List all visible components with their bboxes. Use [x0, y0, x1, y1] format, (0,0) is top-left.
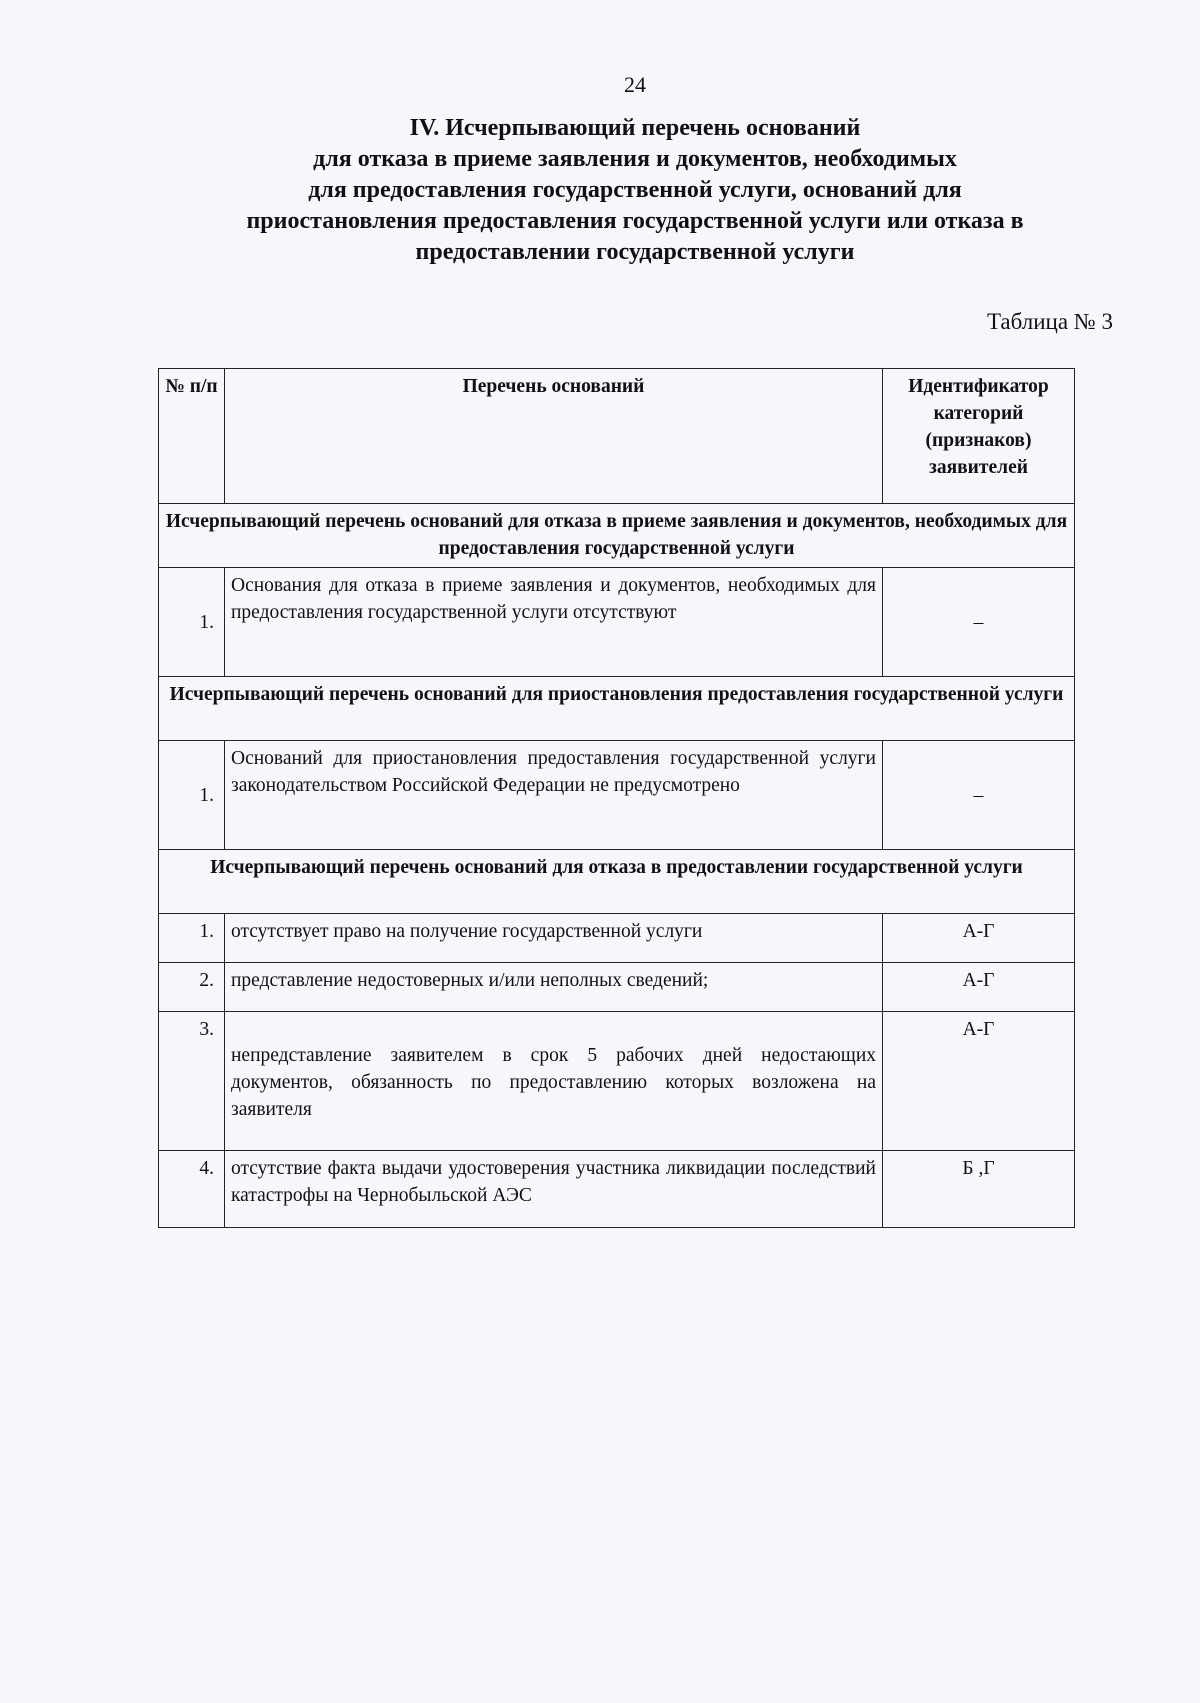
table-row	[159, 963, 1075, 1012]
header-identifier: Идентификатор категорий (признаков) заявителей	[883, 369, 1075, 504]
section-title-line: IV. Исчерпывающий перечень оснований	[409, 115, 861, 141]
row-identifier: –	[883, 741, 1075, 850]
section-header: Исчерпывающий перечень оснований для отказа в предоставлении государственной услуги	[159, 850, 1075, 914]
row-number: 3.	[159, 1012, 225, 1151]
row-number: 4.	[159, 1151, 225, 1228]
row-number: 1.	[159, 914, 225, 963]
table-row	[159, 568, 1075, 677]
row-text: отсутствует право на получение государственной услуги	[225, 914, 883, 963]
row-number: 2.	[159, 963, 225, 1012]
section-title-line: для отказа в приеме заявления и документов, необходимых	[313, 146, 957, 172]
table-caption: Таблица № 3	[986, 309, 1113, 334]
page-number: 24	[624, 72, 646, 97]
section-header: Исчерпывающий перечень оснований для отказа в приеме заявления и документов, необходимых для предоставления государственной услуги	[159, 504, 1075, 568]
row-text: представление недостоверных и/или неполных сведений;	[225, 963, 883, 1012]
row-identifier: А-Г	[883, 914, 1075, 963]
row-identifier: –	[883, 568, 1075, 677]
row-text: Оснований для приостановления предоставления государственной услуги законодательством Российской Федерации не предусмотрено	[225, 741, 883, 850]
row-text: Основания для отказа в приеме заявления и документов, необходимых для предоставления государственной услуги отсутствуют	[225, 568, 883, 677]
row-identifier: Б ,Г	[883, 1151, 1075, 1228]
row-text: отсутствие факта выдачи удостоверения участника ликвидации последствий катастрофы на Чернобыльской АЭС	[225, 1151, 883, 1228]
grounds-table	[158, 368, 1075, 1228]
header-num: № п/п	[159, 369, 225, 504]
header-grounds: Перечень оснований	[225, 369, 883, 504]
row-number: 1.	[159, 741, 225, 850]
table-row	[159, 1151, 1075, 1228]
section-title	[150, 113, 1120, 268]
section-header-row	[159, 850, 1075, 914]
section-title-line: для предоставления государственной услуги, оснований для	[308, 177, 962, 203]
table-row	[159, 1012, 1075, 1151]
section-title-line: приостановления предоставления государственной услуги или отказа в	[246, 208, 1024, 234]
table-row	[159, 914, 1075, 963]
section-header-row	[159, 677, 1075, 741]
row-number: 1.	[159, 568, 225, 677]
section-header-row	[159, 504, 1075, 568]
table-header-row	[159, 369, 1075, 504]
section-header: Исчерпывающий перечень оснований для приостановления предоставления государственной услуги	[159, 677, 1075, 741]
row-text: непредставление заявителем в срок 5 рабочих дней недостающих документов, обязанность по предоставлению которых возложена на заявителя	[225, 1012, 883, 1151]
row-identifier: А-Г	[883, 1012, 1075, 1151]
table-row	[159, 741, 1075, 850]
row-identifier: А-Г	[883, 963, 1075, 1012]
section-title-line: предоставлении государственной услуги	[415, 239, 855, 265]
